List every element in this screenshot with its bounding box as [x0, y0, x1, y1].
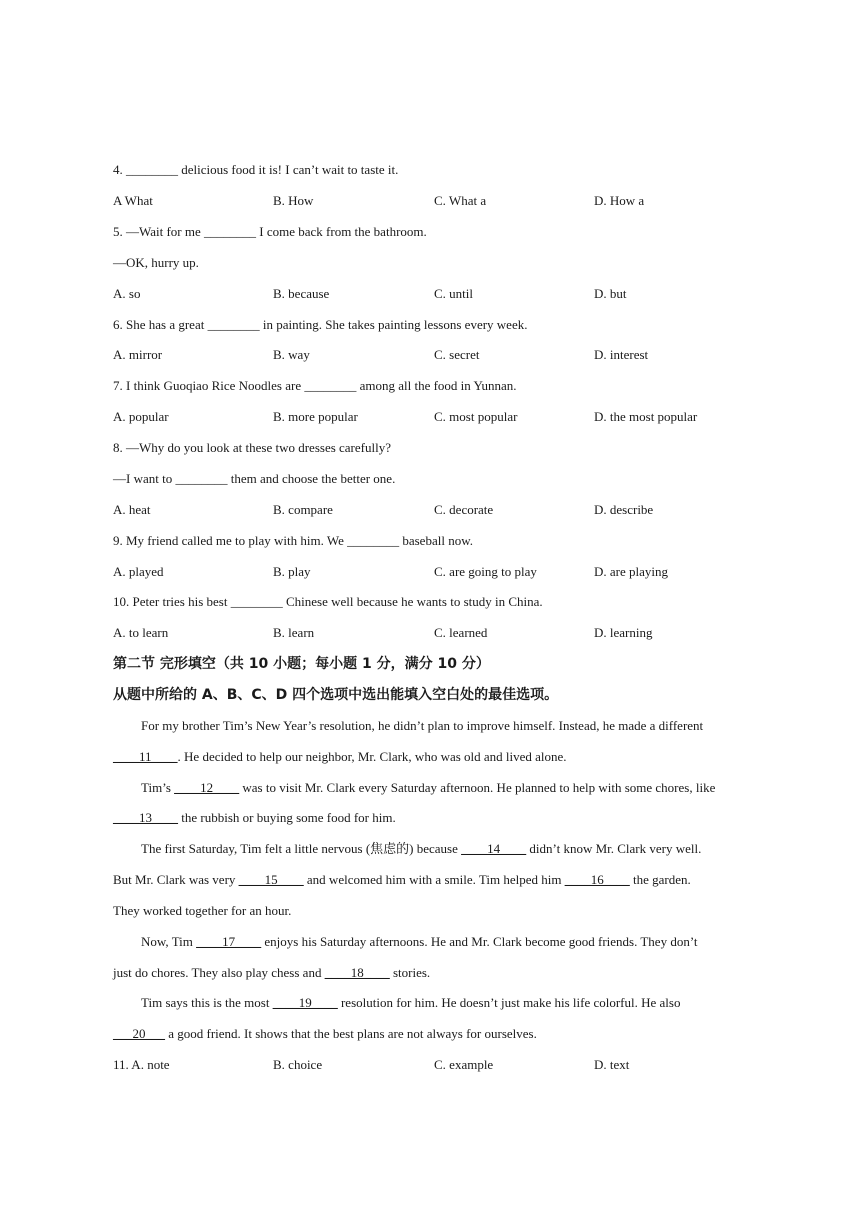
blank-11: ____11____	[113, 749, 178, 764]
passage-line-5: The first Saturday, Tim felt a little nervous (焦虑的) because ____14____ didn’t know Mr. Clark very well.	[141, 841, 702, 856]
option-b: B. because	[273, 286, 330, 301]
blank-14: ____14____	[461, 841, 527, 856]
blank-13: ____13____	[113, 810, 178, 825]
option-c: C. until	[434, 286, 474, 301]
passage-line-7: They worked together for an hour.	[113, 903, 292, 918]
question-5-stem: 5. —Wait for me ________ I come back from the bathroom.	[113, 224, 427, 239]
passage-line-3: Tim’s ____12____ was to visit Mr. Clark every Saturday afternoon. He planned to help with some chores, like	[141, 780, 716, 795]
option-b: B. compare	[273, 502, 333, 517]
question-8-stem: 8. —Why do you look at these two dresses carefully?	[113, 440, 391, 455]
option-d: D. How a	[594, 193, 645, 208]
option-c: C. What a	[434, 193, 487, 208]
option-d: D. the most popular	[594, 409, 698, 424]
passage-line-11: ___20___ a good friend. It shows that the best plans are not always for ourselves.	[113, 1026, 537, 1041]
passage-line-1: For my brother Tim’s New Year’s resolution, he didn’t plan to improve himself. Instead, he made a different	[141, 718, 704, 733]
question-10-stem: 10. Peter tries his best ________ Chinese well because he wants to study in China.	[113, 594, 543, 609]
option-a: 11. A. note	[113, 1057, 170, 1072]
blank-12: ____12____	[174, 780, 240, 795]
question-8-reply: —I want to ________ them and choose the better one.	[113, 471, 396, 486]
option-d: D. text	[594, 1057, 630, 1072]
blank-17: ____17____	[196, 934, 262, 949]
question-6-stem: 6. She has a great ________ in painting. She takes painting lessons every week.	[113, 317, 528, 332]
passage-line-6: But Mr. Clark was very ____15____ and welcomed him with a smile. Tim helped him ____16____ the garden.	[113, 872, 691, 887]
question-7-stem: 7. I think Guoqiao Rice Noodles are ________ among all the food in Yunnan.	[113, 378, 517, 393]
question-9-stem: 9. My friend called me to play with him. We ________ baseball now.	[113, 533, 473, 548]
option-a: A. to learn	[113, 625, 169, 640]
option-d: D. but	[594, 286, 627, 301]
option-b: B. more popular	[273, 409, 358, 424]
option-b: B. play	[273, 564, 311, 579]
option-a: A What	[113, 193, 153, 208]
passage-line-4: ____13____ the rubbish or buying some food for him.	[113, 810, 396, 825]
option-c: C. decorate	[434, 502, 494, 517]
blank-18: ____18____	[324, 965, 390, 980]
option-a: A. heat	[113, 502, 151, 517]
option-d: D. are playing	[594, 564, 669, 579]
question-5-reply: —OK, hurry up.	[113, 255, 199, 270]
question-4-stem: 4. ________ delicious food it is! I can’t wait to taste it.	[113, 162, 399, 177]
option-a: A. mirror	[113, 347, 163, 362]
option-b: B. way	[273, 347, 310, 362]
option-a: A. played	[113, 564, 164, 579]
option-d: D. describe	[594, 502, 654, 517]
passage-line-8: Now, Tim ____17____ enjoys his Saturday afternoons. He and Mr. Clark become good friends. They don’t	[141, 934, 698, 949]
option-b: B. learn	[273, 625, 315, 640]
option-a: A. so	[113, 286, 141, 301]
option-d: D. interest	[594, 347, 649, 362]
option-c: C. most popular	[434, 409, 518, 424]
option-c: C. learned	[434, 625, 488, 640]
option-b: B. How	[273, 193, 314, 208]
blank-15: ____15____	[238, 872, 304, 887]
option-b: B. choice	[273, 1057, 323, 1072]
blank-20: ___20___	[113, 1026, 165, 1041]
passage-line-2: ____11____. He decided to help our neighbor, Mr. Clark, who was old and lived alone.	[113, 749, 567, 764]
option-a: A. popular	[113, 409, 169, 424]
section-instruction: 从题中所给的 A、B、C、D 四个选项中选出能填入空白处的最佳选项。	[113, 687, 559, 703]
option-c: C. are going to play	[434, 564, 537, 579]
blank-19: ____19____	[272, 995, 338, 1010]
passage-line-9: just do chores. They also play chess and ____18____ stories.	[113, 965, 431, 980]
blank-16: ____16____	[564, 872, 630, 887]
section-title: 第二节 完形填空（共 10 小题；每小题 1 分，满分 10 分）	[113, 656, 490, 672]
passage-line-10: Tim says this is the most ____19____ resolution for him. He doesn’t just make his life colorful. He also	[141, 995, 681, 1010]
option-d: D. learning	[594, 625, 653, 640]
option-c: C. example	[434, 1057, 494, 1072]
option-c: C. secret	[434, 347, 480, 362]
